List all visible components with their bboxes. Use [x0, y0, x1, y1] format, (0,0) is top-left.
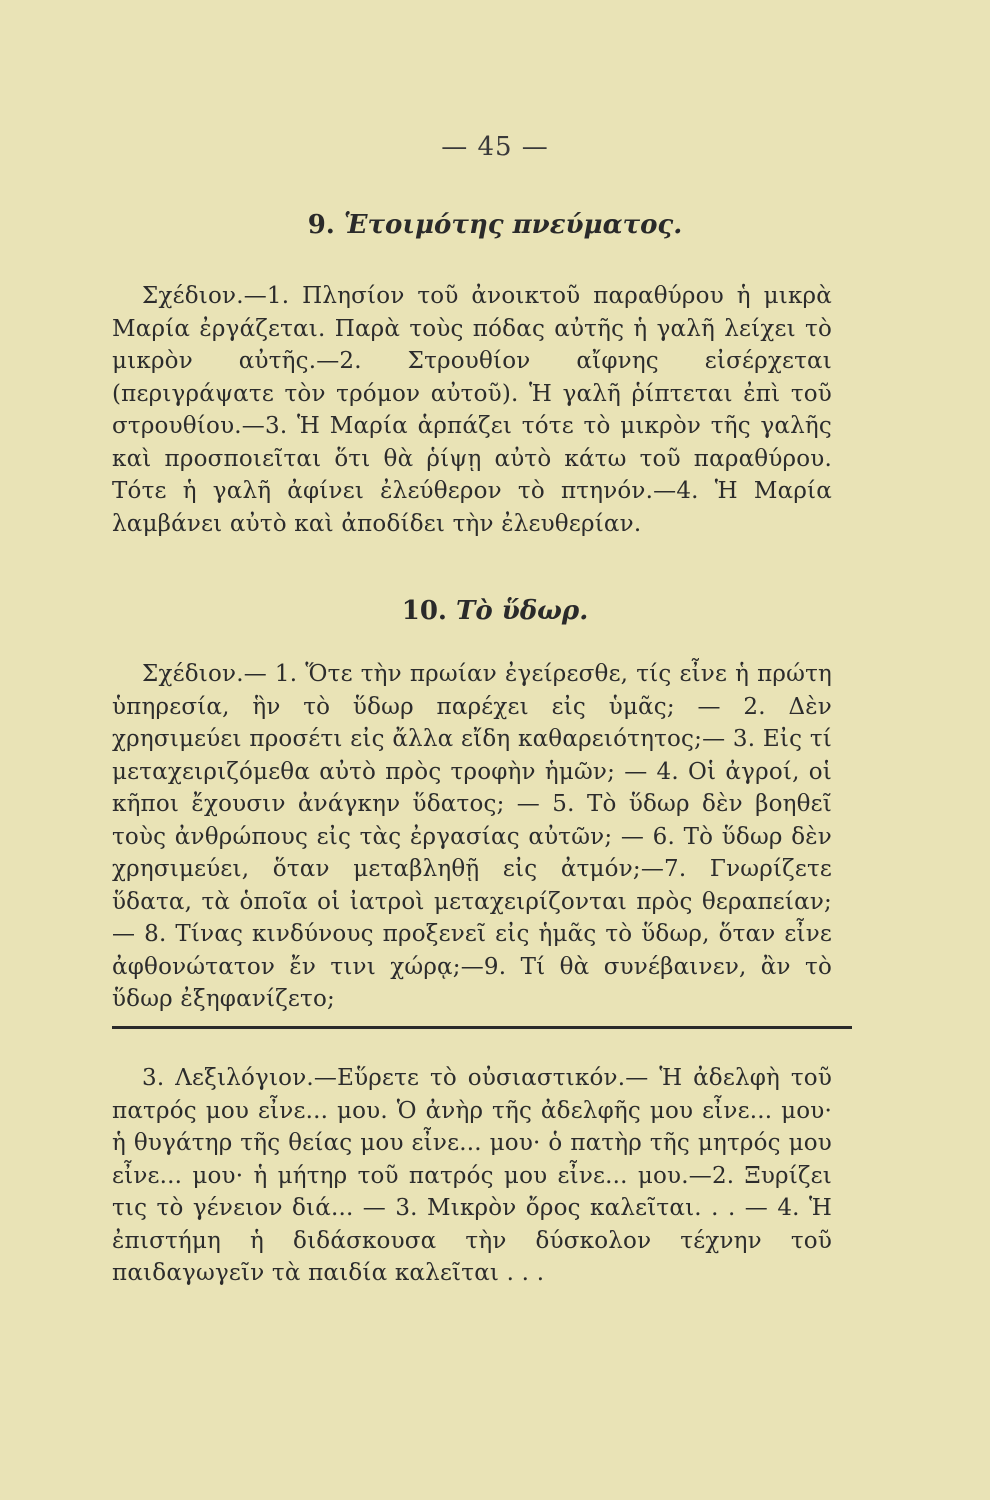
section-heading-9 [0, 210, 990, 240]
exercise-3-text: 3. Λεξιλόγιον.—Εὕρετε τὸ οὐσιαστικόν.— Ἡ ἀδελφὴ τοῦ πατρός μου εἶνε... μου. Ὁ ἀνὴρ τῆς ἀδελφῆς μου εἶνε... μου· ἡ θυγάτηρ τῆς θείας μου εἶνε... μου· ὁ πατὴρ τῆς μητρός μου εἶνε... μου· ἡ μήτηρ τοῦ πατρός μου εἶνε... μου.—2. Ξυρίζει τις τὸ γένειον διά... — 3. Μικρὸν ὄρος καλεῖται. . . — 4. Ἡ ἐπιστήμη ἡ διδάσκουσα τὴν δύσκολον τέχνην τοῦ παιδαγωγεῖν τὰ παιδία καλεῖται . . . [112, 1065, 832, 1286]
section-heading-10 [0, 596, 990, 626]
section-title-9: Ἑτοιμότης πνεύματος. [343, 210, 683, 240]
section-title-10: Τὸ ὕδωρ. [456, 596, 589, 626]
page-number: — 45 — [441, 132, 549, 162]
horizontal-divider [112, 1026, 852, 1029]
section-9-text: Σχέδιον.—1. Πλησίον τοῦ ἀνοικτοῦ παραθύρου ἡ μικρὰ Μαρία ἐργάζεται. Παρὰ τοὺς πόδας αὐτῆς ἡ γαλῆ λείχει τὸ μικρὸν αὐτῆς.—2. Στρουθίον αἴφνης εἰσέρχεται (περιγράψατε τὸν τρόμον αὐτοῦ). Ἡ γαλῆ ῥίπτεται ἐπὶ τοῦ στρουθίου.—3. Ἡ Μαρία ἁρπάζει τότε τὸ μικρὸν τῆς γαλῆς καὶ προσποιεῖται ὅτι θὰ ῥίψῃ αὐτὸ κάτω τοῦ παραθύρου. Τότε ἡ γαλῆ ἀφίνει ἐλεύθερον τὸ πτηνόν.—4. Ἡ Μαρία λαμβάνει αὐτὸ καὶ ἀποδίδει τὴν ἐλευθερίαν. [112, 283, 832, 537]
section-number-10: 10. [401, 596, 447, 626]
section-number-9: 9. [307, 210, 335, 240]
section-10-text: Σχέδιον.— 1. Ὅτε τὴν πρωίαν ἐγείρεσθε, τίς εἶνε ἡ πρώτη ὑπηρεσία, ἣν τὸ ὕδωρ παρέχει εἰς ὑμᾶς; — 2. Δὲν χρησιμεύει προσέτι εἰς ἄλλα εἴδη καθαρειότητος;— 3. Εἰς τί μεταχειριζόμεθα αὐτὸ πρὸς τροφὴν ἡμῶν; — 4. Οἱ ἀγροί, οἱ κῆποι ἔχουσιν ἀνάγκην ὕδατος; — 5. Τὸ ὕδωρ δὲν βοηθεῖ τοὺς ἀνθρώπους εἰς τὰς ἐργασίας αὐτῶν; — 6. Τὸ ὕδωρ δὲν χρησιμεύει, ὅταν μεταβληθῇ εἰς ἀτμόν;—7. Γνωρίζετε ὕδατα, τὰ ὁποῖα οἱ ἰατροὶ μεταχειρίζονται πρὸς θεραπείαν; — 8. Τίνας κινδύνους προξενεῖ εἰς ἡμᾶς τὸ ὕδωρ, ὅταν εἶνε ἀφθονώτατον ἔν τινι χώρᾳ;—9. Τί θὰ συνέβαινεν, ἂν τὸ ὕδωρ ἐξηφανίζετο; [112, 661, 832, 1012]
